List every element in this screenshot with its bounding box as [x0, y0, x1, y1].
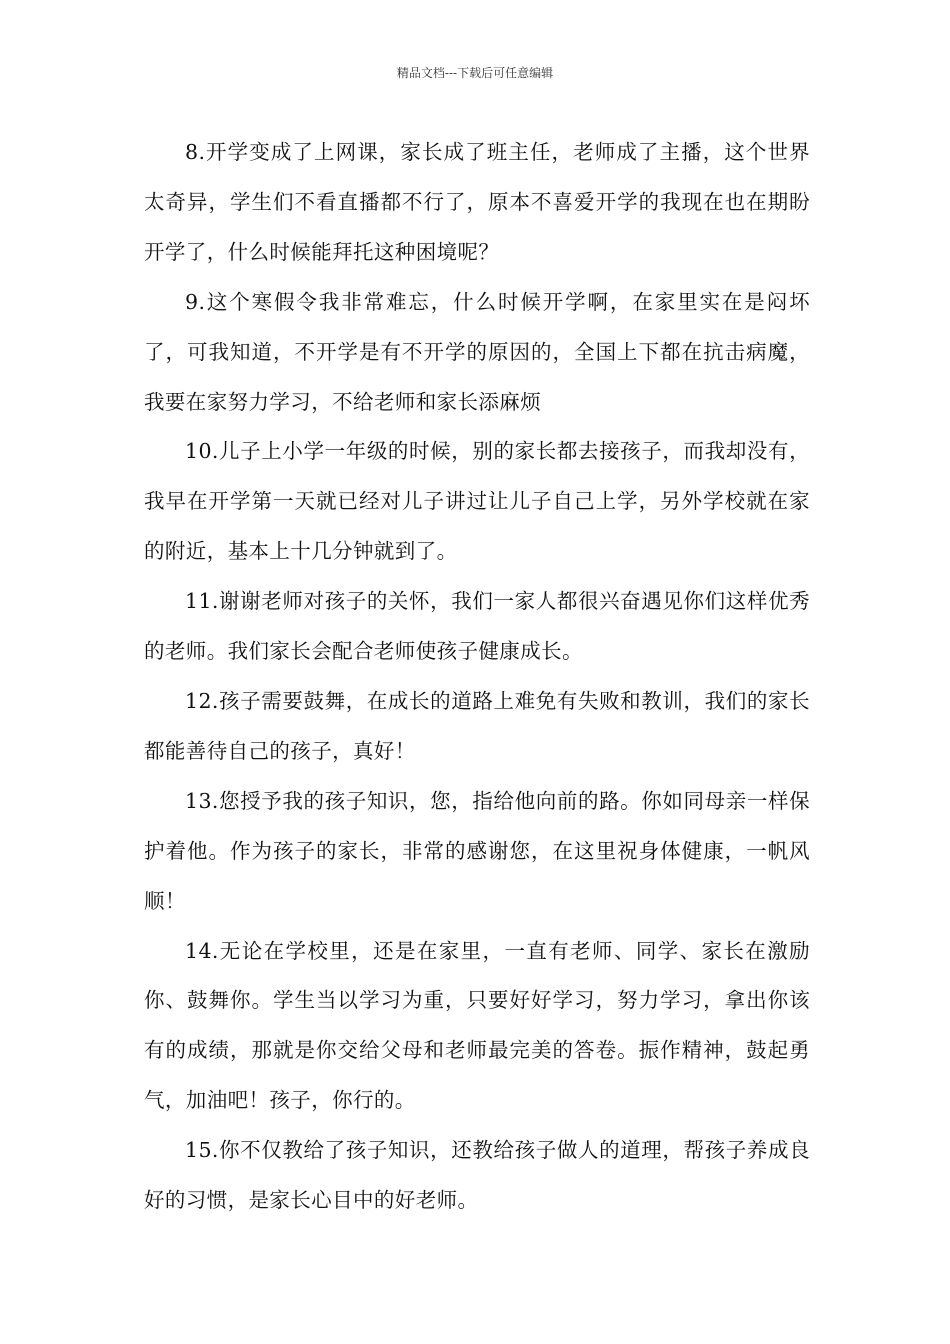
page-header: 精品文档---下载后可任意编辑	[396, 66, 554, 80]
paragraph-9: 9.这个寒假令我非常难忘，什么时候开学啊，在家里实在是闷坏了，可我知道，不开学是有不开学的原因的，全国上下都在抗击病魔，我要在家努力学习，不给老师和家长添麻烦	[144, 289, 810, 414]
paragraph-11: 11.谢谢老师对孩子的关怀，我们一家人都很兴奋遇见你们这样优秀的老师。我们家长会配合老师使孩子健康成长。	[144, 589, 810, 664]
paragraph-10: 10.儿子上小学一年级的时候，别的家长都去接孩子，而我却没有，我早在开学第一天就已经对儿子讲过让儿子自己上学，另外学校就在家的附近，基本上十几分钟就到了。	[144, 439, 810, 564]
paragraph-12: 12.孩子需要鼓舞，在成长的道路上难免有失败和教训，我们的家长都能善待自己的孩子，真好！	[144, 688, 810, 763]
paragraph-14: 14.无论在学校里，还是在家里，一直有老师、同学、家长在激励你、鼓舞你。学生当以学习为重，只要好好学习，努力学习，拿出你该有的成绩，那就是你交给父母和老师最完美的答卷。振作精神，鼓起勇气，加油吧！孩子，你行的。	[144, 938, 810, 1113]
paragraph-13: 13.您授予我的孩子知识，您，指给他向前的路。你如同母亲一样保护着他。作为孩子的家长，非常的感谢您，在这里祝身体健康，一帆风顺！	[144, 788, 810, 913]
document-body	[144, 128, 810, 1226]
paragraph-8: 8.开学变成了上网课，家长成了班主任，老师成了主播，这个世界太奇异，学生们不看直播都不行了，原本不喜爱开学的我现在也在期盼开学了，什么时候能拜托这种困境呢？	[144, 140, 810, 264]
paragraph-15: 15.你不仅教给了孩子知识，还教给孩子做人的道理，帮孩子养成良好的习惯，是家长心目中的好老师。	[144, 1138, 810, 1213]
